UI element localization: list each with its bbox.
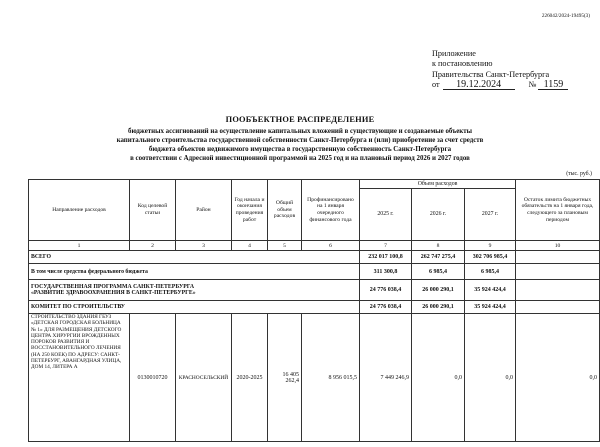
object-financed: 8 956 015,5 xyxy=(302,314,360,442)
subtitle-line-2: капитального строительства государственной собственности Санкт-Петербурга и (или) приобретение за счет средств xyxy=(116,136,484,144)
federal-2026: 6 985,4 xyxy=(412,264,465,280)
header-direction: Направление расходов xyxy=(29,180,130,241)
total-row xyxy=(29,251,600,264)
total-2027: 302 706 985,4 xyxy=(465,251,516,264)
header-code: Код целевой статьи xyxy=(130,180,176,241)
header-financed: Профинансировано на 1 января очередного финансового года xyxy=(302,180,360,241)
program-label-line-1: ГОСУДАРСТВЕННАЯ ПРОГРАММА САНКТ-ПЕТЕРБУРГА xyxy=(31,284,194,290)
committee-remaining xyxy=(516,301,600,314)
program-2025: 24 776 038,4 xyxy=(360,280,412,301)
object-description: СТРОИТЕЛЬСТВО ЗДАНИЯ ГБУЗ «ДЕТСКАЯ ГОРОДСКАЯ БОЛЬНИЦА № 1» ДЛЯ РАЗМЕЩЕНИЯ ДЕТСКОГО ЦЕНТРА ХИРУРГИИ ВРОЖДЕННЫХ ПОРОКОВ РАЗВИТИЯ И ВОССТАНОВИТЕЛЬНОГО ЛЕЧЕНИЯ (НА 250 КОЕК) ПО АДРЕСУ: САНКТ-ПЕТЕРБУРГ, АВАНГАРДНАЯ УЛИЦА, ДОМ 14, ЛИТЕРА А xyxy=(29,314,130,442)
federal-label: В том числе средства федерального бюджета xyxy=(29,264,360,280)
document-title: ПООБЪЕКТНОЕ РАСПРЕДЕЛЕНИЕ xyxy=(225,115,375,124)
number-label: № xyxy=(528,80,537,90)
col-number: 3 xyxy=(176,241,232,251)
appendix-line-2: к постановлению xyxy=(432,59,493,69)
program-2026: 26 000 290,1 xyxy=(412,280,465,301)
units-label: (тыс. руб.) xyxy=(566,171,592,177)
document-number: 226042/2024-19495(3) xyxy=(541,13,590,19)
col-number: 6 xyxy=(302,241,360,251)
from-label: от xyxy=(432,80,440,90)
object-years: 2020-2025 xyxy=(232,314,268,442)
header-district: Район xyxy=(176,180,232,241)
total-label: ВСЕГО xyxy=(29,251,360,264)
object-code: 0130010720 xyxy=(130,314,176,442)
object-2027: 0,0 xyxy=(465,314,516,442)
appendix-line-3: Правительства Санкт-Петербурга xyxy=(432,69,550,79)
committee-2027: 35 924 424,4 xyxy=(465,301,516,314)
committee-row xyxy=(29,301,600,314)
header-2026: 2026 г. xyxy=(412,189,465,241)
object-district: КРАСНОСЕЛЬСКИЙ xyxy=(176,314,232,442)
program-label xyxy=(29,280,360,301)
program-remaining xyxy=(516,280,600,301)
col-number: 9 xyxy=(465,241,516,251)
program-row xyxy=(29,280,600,301)
federal-row xyxy=(29,264,600,280)
subtitle-line-3: бюджета объектов недвижимого имущества в государственную собственность Санкт-Петербурга xyxy=(148,145,452,153)
object-total: 16 405 262,4 xyxy=(268,314,302,442)
column-numbers-row xyxy=(29,241,600,251)
appendix-block xyxy=(432,49,568,91)
col-number: 10 xyxy=(516,241,600,251)
committee-2026: 26 000 290,1 xyxy=(412,301,465,314)
distribution-table xyxy=(28,179,600,442)
resolution-date: 19.12.2024 xyxy=(443,80,515,90)
col-number: 4 xyxy=(232,241,268,251)
total-2025: 232 017 100,8 xyxy=(360,251,412,264)
total-2026: 262 747 275,4 xyxy=(412,251,465,264)
program-label-line-2: «РАЗВИТИЕ ЗДРАВООХРАНЕНИЯ В САНКТ-ПЕТЕРБУРГЕ» xyxy=(31,290,196,296)
object-2026: 0,0 xyxy=(412,314,465,442)
header-total: Общий объем расходов xyxy=(268,180,302,241)
header-2027: 2027 г. xyxy=(465,189,516,241)
appendix-line-1: Приложение xyxy=(432,49,476,58)
col-number: 1 xyxy=(29,241,130,251)
header-remaining: Остаток лимита бюджетных обязательств на 1 января года, следующего за плановым периодом xyxy=(516,180,600,241)
committee-label: КОМИТЕТ ПО СТРОИТЕЛЬСТВУ xyxy=(29,301,360,314)
header-years: Год начала и окончания проведения работ xyxy=(232,180,268,241)
object-2025: 7 449 246,9 xyxy=(360,314,412,442)
federal-2027: 6 985,4 xyxy=(465,264,516,280)
committee-2025: 24 776 038,4 xyxy=(360,301,412,314)
header-2025: 2025 г. xyxy=(360,189,412,241)
federal-remaining xyxy=(516,264,600,280)
document-subtitle xyxy=(60,128,540,164)
header-expense-group: Объем расходов xyxy=(360,180,516,189)
object-row xyxy=(29,314,600,442)
appendix-date-line xyxy=(432,80,568,90)
col-number: 8 xyxy=(412,241,465,251)
col-number: 2 xyxy=(130,241,176,251)
total-remaining xyxy=(516,251,600,264)
program-2027: 35 924 424,4 xyxy=(465,280,516,301)
resolution-number: 1159 xyxy=(538,80,568,90)
federal-2025: 311 300,8 xyxy=(360,264,412,280)
col-number: 7 xyxy=(360,241,412,251)
subtitle-line-4: в соответствии с Адресной инвестиционной программой на 2025 год и на плановый период 2026 и 2027 годов xyxy=(130,154,470,162)
subtitle-line-1: бюджетных ассигнований на осуществление капитальных вложений в существующие и создаваемые объекты xyxy=(128,128,472,135)
object-remaining: 0,0 xyxy=(516,314,600,442)
col-number: 5 xyxy=(268,241,302,251)
